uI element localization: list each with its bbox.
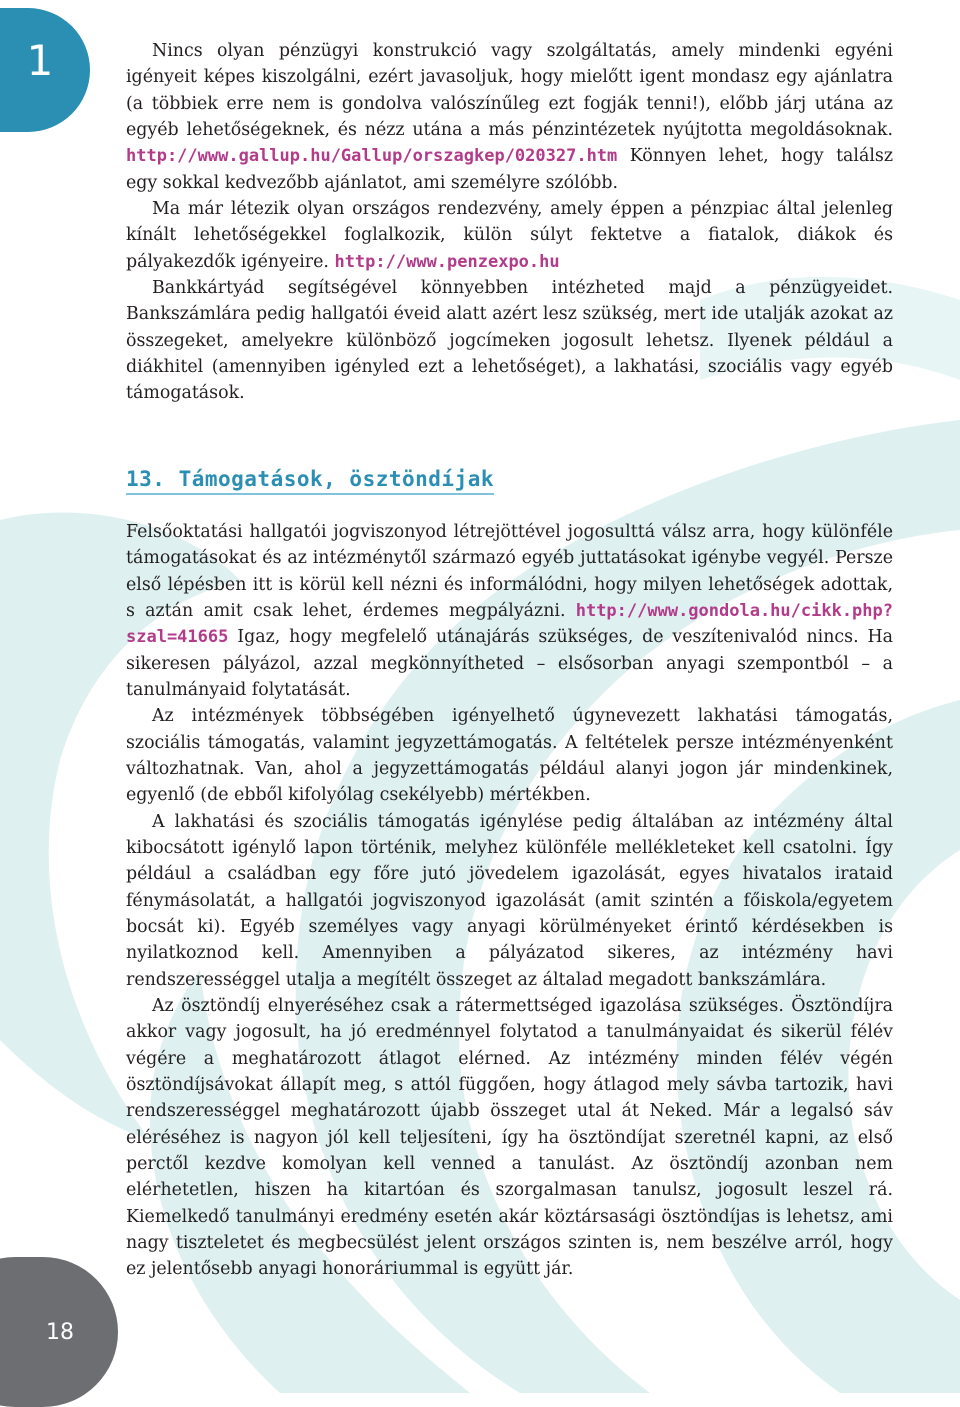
paragraph-text: A lakhatási és szociális támogatás igénylése pedig általában az intézmény által kibocsátott igénylő lapon történik, melyhez különféle mellékleteket kell csatolni. Így például a családban egy főre jutó jövedelem igazolását, egyes hivatalos irataid fénymásolatát, a hallgatói jogviszonyod igazolását (amit szintén a főiskola/egyetem bocsát ki). Egyéb személyes vagy anyagi körülményeket érintő kérdésekben is nyilatkoznod kell. Amennyiben a pályázatod sikeres, az intézmény havi rendszerességgel utalja a megítélt összeget az általad megadott bankszámlára.: [126, 811, 893, 990]
chapter-number: 1: [26, 36, 54, 85]
paragraph-text: Bankkártyád segítségével könnyebben intézheted majd a pénzügyeidet. Bankszámlára pedig hallgatói éveid alatt azért lesz szükség, mert ide utalják azokat az összegeket, amelyekre különböző jogcímeken jogosult lehetsz. Ilyenek például a diákhitel (amennyiben igényled ezt a lehetőséget), a lakhatási, szociális vagy egyéb támogatások.: [126, 278, 893, 404]
intro-paragraph-1: [126, 38, 893, 196]
paragraph-text: Nincs olyan pénzügyi konstrukció vagy szolgáltatás, amely mindenki egyéni igényeit képes kiszolgálni, ezért javasoljuk, hogy mielőtt igent mondasz egy ajánlatra (a többiek erre nem is gondolva valószínűleg ezt fogják tenni!), előbb járj utána az egyéb lehetőségeknek, és nézz utána a más pénzintézetek nyújtotta megoldásoknak.: [126, 41, 893, 141]
paragraph-text: Felsőoktatási hallgatói jogviszonyod létrejöttével jogosulttá válsz arra, hogy különféle támogatásokat és az intézménytől származó egyéb juttatásokat igénybe vegyél. Persze első lépésben itt is körül kell nézni és informálódni, hogy milyen lehetőségek adottak, s aztán amit csak lehet, érdemes megpályázni.: [126, 521, 893, 621]
link-gondola[interactable]: http://www.gondola.hu/cikk.php?szal=41665: [126, 600, 893, 648]
section-text-block: [126, 519, 893, 1283]
page-content: [126, 38, 893, 1283]
paragraph-text: Könnyen lehet, hogy találsz egy sokkal kedvezőbb ajánlatot, ami személyre szólóbb.: [126, 146, 893, 193]
paragraph-text: Az intézmények többségében igényelhető úgynevezett lakhatási támogatás, szociális támogatás, valamint jegyzettámogatás. A feltételek persze intézményenként változhatnak. Van, ahol a jegyzettámogatás például alanyi jogon jár mindenkinek, egyenlő (de ebből kifolyólag csekélyebb) mértékben.: [126, 706, 893, 806]
paragraph-text: Az ösztöndíj elnyeréséhez csak a rátermettséged igazolása szükséges. Ösztöndíjra akkor vagy jogosult, ha jó eredménnyel folytatod a tanulmányaidat és sikerül félév végére a meghatározott átlagot elérned. Az intézmény minden félév végén ösztöndíjsávokat állapít meg, s attól függően, hogy átlagod mely sávba tartozik, havi rendszerességgel meghatározott újabb összeget utal át Neked. Már a legalsó sáv eléréséhez is nagyon jól kell teljesíteni, így ha ösztöndíjat szeretnél kapni, az első perctől kezdve komolyan kell venned a tanulást. Az ösztöndíj azonban nem elérhetetlen, hiszen ha kitartóan és szorgalmasan tanulsz, jogosult leszel rá. Kiemelkedő tanulmányi eredmény esetén akár köztársasági ösztöndíjas is lehetsz, ami nagy tiszteletet és megbecsülést jelent országos szinten is, nem beszélve arról, hogy ez jelentősebb anyagi honoráriummal is együtt jár.: [126, 996, 893, 1280]
paragraph-text: Ma már létezik olyan országos rendezvény, amely éppen a pénzpiac által jelenleg kínált lehetőségekkel foglalkozik, külön súlyt fektetve a fiatalok, diákok és pályakezdők igényeire.: [126, 199, 893, 272]
section-heading: 13. Támogatások, ösztöndíjak: [126, 467, 494, 495]
paragraph-text: Igaz, hogy megfelelő utánajárás szükséges, de veszítenivalód nincs. Ha sikeresen pályázol, azzal megkönnyítheted – elsősorban anyagi szempontból – a tanulmányaid folytatását.: [126, 627, 893, 700]
section-paragraph-3: [126, 809, 893, 993]
intro-paragraph-3: [126, 275, 893, 407]
link-penzexpo[interactable]: http://www.penzexpo.hu: [334, 251, 560, 272]
section-paragraph-4: [126, 993, 893, 1283]
intro-paragraph-2: [126, 196, 893, 275]
link-gallup[interactable]: http://www.gallup.hu/Gallup/orszagkep/020327.htm: [126, 146, 618, 167]
intro-text-block: [126, 38, 893, 407]
page-number: 18: [46, 1320, 74, 1345]
section-paragraph-1: [126, 519, 893, 703]
section-paragraph-2: [126, 703, 893, 808]
